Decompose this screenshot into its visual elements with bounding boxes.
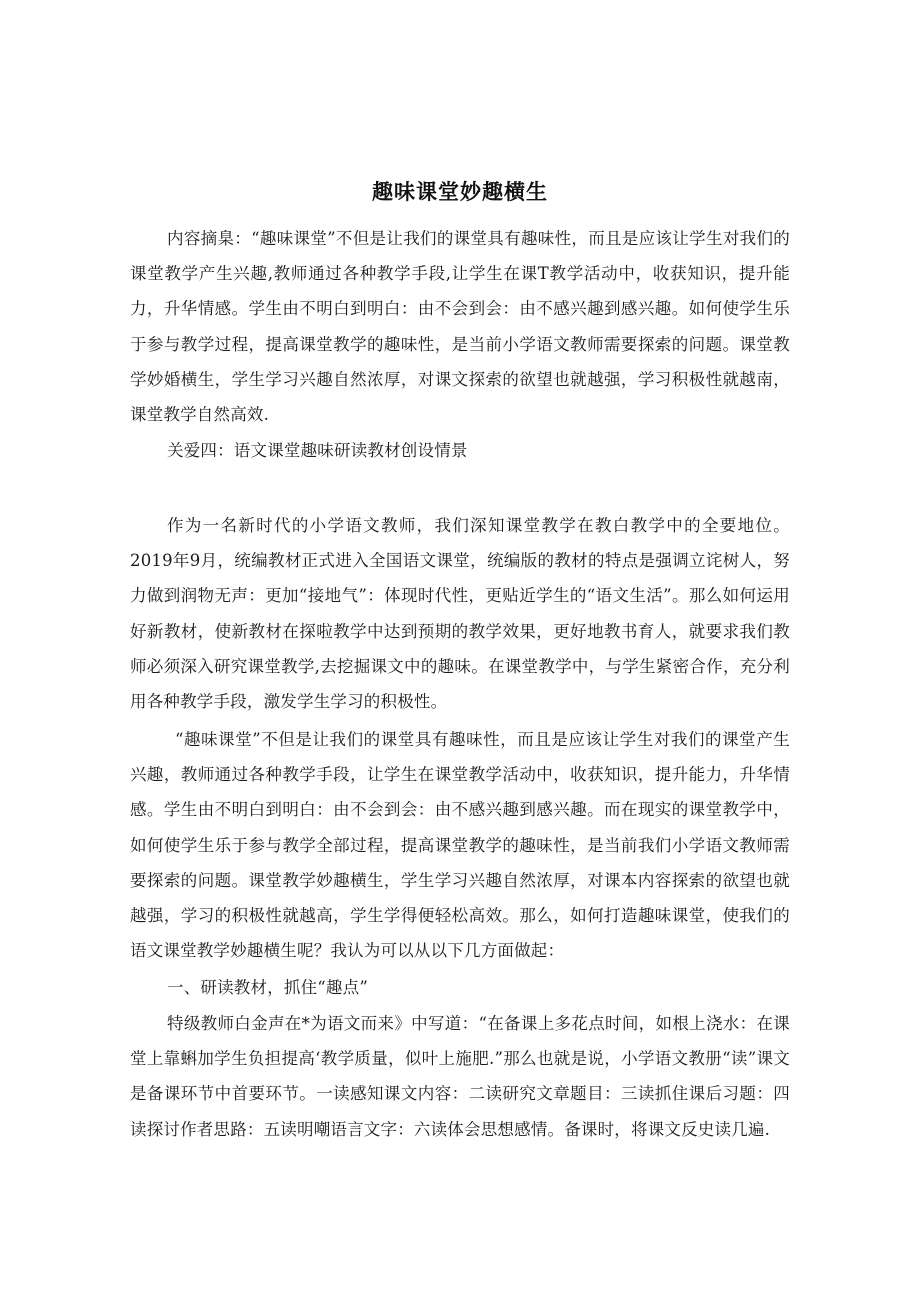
document-title: 趣味课堂妙趣横生 [372, 180, 548, 204]
section-heading-1: 一、研读教材，抓住“趣点” [167, 978, 368, 997]
body-paragraph-2: “趣味课堂”不但是让我们的课堂具有趣味性，而且是应该让学生对我们的课堂产生兴趣，教师通过各种教学手段，让学生在课堂教学活动中，收获知识，提升能力，升华情感。学生由不明白到明白：由不会到会：由不感兴趣到感兴趣。而在现实的课堂教学中，如何使学生乐于参与教学全部过程，提高课堂教学的趣味性，是当前我们小学语文教师需要探索的问题。课堂教学妙趣横生，学生学习兴趣自然浓厚，对课本内容探索的欲望也就越强，学习的积极性就越高，学生学得便轻松高效。那么，如何打造趣味课堂，使我们的语文课堂教学妙趣横生呢？我认为可以从以下几方面做起： [130, 730, 790, 961]
body-paragraph-1: 作为一名新时代的小学语文教师，我们深知课堂教学在教白教学中的全要地位。2019年9月，统编教材正式进入全国语文课堂，统编版的教材的特点是强调立诧树人，努力做到润物无声：更加“接地气”：体现时代性，更贴近学生的“语文生活”。那么如何运用好新教材，使新教材在探啦教学中达到预期的教学效果，更好地教书育人，就要求我们教师必须深入研究课堂教学,去挖掘课文中的趣味。在课堂教学中，与学生紧密合作，充分利用各种教学手段，激发学生学习的积极性。 [130, 516, 790, 712]
body-paragraph-3: 特级教师白金声在*为语文而来》中写道：“在备课上多花点时间，如根上浇水：在课堂上靠蝌加学生负担提高‘教学质量，似叶上施肥.”那么也就是说，小学语文教册“读”课文是备课环节中首要环节。一读感知课文内容：二读研究文章题目：三读抓住课后习题：四读探讨作者思路：五读明嘲语言文字：六读体会思想感情。备课时，将课文反史读几遍. [130, 1014, 790, 1139]
keywords-line: 关爱四：语文课堂趣味研读教材创设情景 [167, 441, 468, 460]
abstract-paragraph: 内容摘臬：“趣味课堂”不但是让我们的课堂具有趣味性，而且是应该让学生对我们的课堂教学产生兴趣,教师通过各种教学手段,让学生在课T教学活动中，收获知识，提升能力，升华情感。学生由不明白到明白：由不会到会：由不感兴趣到感兴趣。如何使学生乐于参与教学过程，提高课堂教学的趣味性，是当前小学语文教师需要探索的问题。课堂教学妙婚横生，学生学习兴趣自然浓厚，对课文探索的欲望也就越强，学习积极性就越南，课堂教学自然高效. [130, 229, 790, 425]
